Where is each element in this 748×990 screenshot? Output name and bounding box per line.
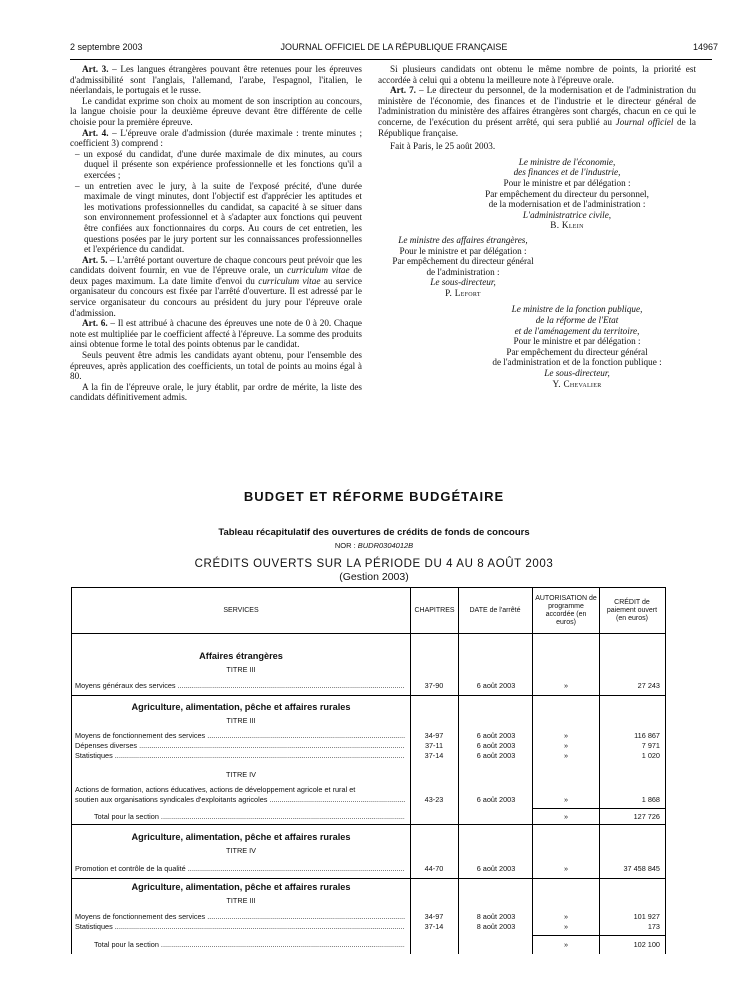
row-label: Moyens de fonctionnement des services ..... xyxy=(75,911,405,922)
section-title: BUDGET ET RÉFORME BUDGÉTAIRE xyxy=(243,489,505,504)
row-date: 8 août 2003 xyxy=(476,912,516,921)
left-column xyxy=(70,64,362,403)
art7-paragraph xyxy=(378,85,696,138)
art6-text: – Il est attribué à chacune des épreuves une note de 0 à 20. Chaque note est multipliée par le coefficient affecté à l'épreuve. La somme des produits ainsi obtenue forme le total des points obtenus par le candidat. xyxy=(70,318,362,350)
row-chapter: 37-90 xyxy=(424,681,444,690)
col-header-services: SERVICES xyxy=(223,606,259,614)
sig2-name: P. Lefort xyxy=(445,287,481,298)
art3-paragraph xyxy=(70,64,362,96)
group-affaires-etrangeres: Affaires étrangères xyxy=(199,651,283,661)
art5-cv-1: curriculum vitae xyxy=(287,265,350,276)
row-label-line1: Actions de formation, actions éducatives, actions de développement agricole et rural et xyxy=(75,785,356,794)
total-row xyxy=(72,939,665,950)
row-chapter: 37-14 xyxy=(424,922,444,931)
header-date: 2 septembre 2003 xyxy=(70,42,143,52)
row-chapter: 34-97 xyxy=(424,731,444,740)
subtotal-rule xyxy=(533,935,665,936)
art3-label: Art. 3. xyxy=(82,64,109,74)
sig1-line4: Par empêchement du directeur du personnel, xyxy=(485,188,649,199)
art3-paragraph-2: Le candidat exprime son choix au moment de son inscription au concours, la langue choisie pour la deuxième épreuve devant être différente de celle choisie pour la première épreuve. xyxy=(70,95,362,127)
sig2-line3: Par empêchement du directeur général xyxy=(392,256,534,267)
group-agriculture-1: Agriculture, alimentation, pêche et affaires rurales xyxy=(131,702,351,712)
group2-titre3: TITRE III xyxy=(226,716,256,725)
sig1-line5: de la modernisation et de l'administration : xyxy=(488,199,646,210)
art5-text-b: de deux pages maximum. La date limite d'envoi du xyxy=(70,265,363,286)
art4-dash-2: – un entretien avec le jury, à la suite de l'exposé précité, d'une durée maximale de vingt minutes, dont l'objectif est d'apprécier les aptitudes et les motivations professionnelles du candidat, sa capacité à se situer dans son environnement professionnel et à s'adapter aux fonctions qui peuvent être confiées aux fonctionnaires du corps. Au cours de cet entretien, les questions posées par le jury portent sur les connaissances professionnelles et l'expérience du candidat. xyxy=(75,180,362,255)
art4-text: – L'épreuve orale d'admission (durée maximale : trente minutes ; coefficient 3) comprend : xyxy=(70,127,362,149)
art3-text: – Les langues étrangères pouvant être retenues pour les épreuves d'admissibilité sont l'anglais, l'allemand, l'arabe, l'espagnol, l'italien, le néerlandais, le portugais et le russe. xyxy=(70,64,362,96)
col-divider-4 xyxy=(599,588,600,954)
table-row xyxy=(72,794,665,805)
total-credit: 127 726 xyxy=(633,812,660,821)
total-label: Total pour la section ..... xyxy=(94,811,405,822)
row-date: 6 août 2003 xyxy=(476,864,516,873)
row-authorisation: » xyxy=(563,681,569,690)
row-authorisation: » xyxy=(563,912,569,921)
row-credit: 116 867 xyxy=(634,731,660,740)
sig1-line6: L'administratrice civile, xyxy=(522,209,612,220)
art7-text-b: de la République française. xyxy=(378,116,696,138)
row-authorisation: » xyxy=(563,741,569,750)
nor-code: BUDR0304012B xyxy=(357,541,414,550)
row-chapter: 43-23 xyxy=(424,795,444,804)
sig2-line4: de l'administration : xyxy=(426,266,500,277)
row-date: 6 août 2003 xyxy=(476,795,516,804)
row-label: Statistiques ..... xyxy=(75,750,405,761)
header-rule xyxy=(70,59,712,60)
subtotal-rule xyxy=(533,808,665,809)
sig3-line4: Pour le ministre et par délégation : xyxy=(513,336,641,347)
credits-table xyxy=(71,587,666,954)
row-credit: 173 xyxy=(647,922,660,931)
art7-label: Art. 7. xyxy=(390,85,416,96)
art5-paragraph xyxy=(70,255,362,319)
row-label: Moyens généraux des services ..... xyxy=(75,680,405,691)
group-agriculture-3: Agriculture, alimentation, pêche et affaires rurales xyxy=(131,882,351,892)
group-divider xyxy=(72,824,665,825)
art6-paragraph-3: A la fin de l'épreuve orale, le jury établit, par ordre de mérite, la liste des candidats définitivement admis. xyxy=(70,381,362,403)
art5-text-c: au service organisateur du concours est fixée par l'arrêté d'ouverture. Il est adressé par le service organisateur du concours au président du jury pour l'épreuve orale d'admission. xyxy=(70,275,363,318)
sig3-line2: de la réforme de l'Etat xyxy=(535,315,619,326)
row-date: 6 août 2003 xyxy=(476,681,516,690)
row-label: Moyens de fonctionnement des services ..... xyxy=(75,730,405,741)
art6-label: Art. 6. xyxy=(82,318,108,329)
sig3-line6: de l'administration et de la fonction publique : xyxy=(492,357,662,368)
nor-label: NOR : xyxy=(334,541,358,550)
gestion-label: (Gestion 2003) xyxy=(339,571,409,583)
sig1-line3: Pour le ministre et par délégation : xyxy=(503,177,631,188)
row-date: 6 août 2003 xyxy=(476,751,516,760)
group1-titre: TITRE III xyxy=(226,665,256,674)
table-row xyxy=(72,680,665,691)
table-row xyxy=(72,750,665,761)
group-divider xyxy=(72,878,665,879)
sig3-line5: Par empêchement du directeur général xyxy=(506,346,648,357)
signature-block-economy xyxy=(438,157,696,231)
col-header-chapitres: CHAPITRES xyxy=(414,606,455,614)
col-divider-3 xyxy=(532,588,533,954)
row-label: Dépenses diverses ..... xyxy=(75,740,405,751)
total-label: Total pour la section ..... xyxy=(94,939,405,950)
col-divider-1 xyxy=(410,588,411,954)
art4-dash-1: – un exposé du candidat, d'une durée maximale de dix minutes, au cours duquel il présente son expérience professionnelle et les fonctions qu'il a exercées ; xyxy=(75,148,362,180)
total-credit: 102 100 xyxy=(633,940,660,949)
group4-titre: TITRE III xyxy=(226,896,256,905)
row-date: 8 août 2003 xyxy=(476,922,516,931)
col-header-autorisation: AUTORISATION de programme accordée (en euros) xyxy=(535,594,597,626)
page-header xyxy=(70,42,718,56)
row-credit: 101 927 xyxy=(633,912,660,921)
row-credit: 1 020 xyxy=(641,751,660,760)
table-row xyxy=(72,921,665,932)
group-divider xyxy=(72,695,665,696)
table-subtitle: Tableau récapitulatif des ouvertures de crédits de fonds de concours xyxy=(218,527,530,538)
sig3-line3: et de l'aménagement du territoire, xyxy=(514,325,640,336)
art5-text-a: – L'arrêté portant ouverture de chaque concours peut prévoir que les candidats doivent fournir, en vue de l'épreuve orale, un xyxy=(70,254,362,276)
row-credit: 7 971 xyxy=(641,741,660,750)
sig1-name: B. Klein xyxy=(550,220,584,231)
row-credit: 27 243 xyxy=(637,681,660,690)
sig3-name: Y. Chevalier xyxy=(552,378,602,389)
art5-label: Art. 5. xyxy=(82,254,108,265)
sig3-line1: Le ministre de la fonction publique, xyxy=(511,304,643,315)
row-chapter: 34-97 xyxy=(424,912,444,921)
row-chapter: 37-11 xyxy=(424,741,444,750)
row-chapter: 44-70 xyxy=(424,864,444,873)
col-header-date: DATE de l'arrêté xyxy=(469,606,521,614)
col-divider-2 xyxy=(458,588,459,954)
signature-block-public-service xyxy=(458,304,696,389)
sig2-line2: Pour le ministre et par délégation : xyxy=(399,245,527,256)
table-row xyxy=(72,863,665,874)
sig1-line2: des finances et de l'industrie, xyxy=(513,167,621,178)
group2-titre4: TITRE IV xyxy=(226,770,256,779)
row-authorisation: » xyxy=(563,751,569,760)
credits-title: CRÉDITS OUVERTS SUR LA PÉRIODE DU 4 AU 8 AOÛT 2003 xyxy=(194,558,554,570)
row-authorisation: » xyxy=(563,731,569,740)
art6-paragraph-2: Seuls peuvent être admis les candidats ayant obtenu, pour l'ensemble des épreuves, après application des coefficients, un total de points au moins égal à 80. xyxy=(70,350,362,382)
sig2-line5: Le sous-directeur, xyxy=(430,277,496,288)
row-label: Statistiques ..... xyxy=(75,921,405,932)
row-chapter: 37-14 xyxy=(424,751,444,760)
art5-cv-2: curriculum vitae xyxy=(258,275,321,286)
total-authorisation: » xyxy=(563,940,569,949)
art7-journal: Journal officiel xyxy=(615,116,674,127)
sig2-line1: Le ministre des affaires étrangères, xyxy=(398,234,528,245)
signature-block-foreign xyxy=(378,235,548,299)
sig1-line1: Le ministre de l'économie, xyxy=(518,156,616,167)
art7-text-a: – Le directeur du personnel, de la modernisation et de l'administration du ministère de l'économie, des finances et de l'industrie et le directeur général de l'administration du ministère des affaires étrangères sont chargés, chacun en ce qui le concerne, de l'exécution du présent arrêté, qui sera publié au xyxy=(378,85,696,127)
col-header-credit: CRÉDIT de paiement ouvert (en euros) xyxy=(606,598,658,622)
fait-line: Fait à Paris, le 25 août 2003. xyxy=(390,141,496,152)
row-authorisation: » xyxy=(563,922,569,931)
sig3-line7: Le sous-directeur, xyxy=(544,368,610,379)
row-credit: 1 868 xyxy=(641,795,660,804)
row-authorisation: » xyxy=(563,864,569,873)
header-bottom-rule xyxy=(72,633,665,634)
journal-title: JOURNAL OFFICIEL DE LA RÉPUBLIQUE FRANÇAISE xyxy=(280,42,508,52)
row-date: 6 août 2003 xyxy=(476,741,516,750)
art4-label: Art. 4. xyxy=(82,127,109,138)
total-row xyxy=(72,811,665,822)
total-authorisation: » xyxy=(563,812,569,821)
group3-titre: TITRE IV xyxy=(226,846,256,855)
art6-paragraph xyxy=(70,318,362,350)
right-column xyxy=(378,64,696,389)
row-credit: 37 458 845 xyxy=(623,864,660,873)
nor-line xyxy=(0,541,748,550)
priority-paragraph: Si plusieurs candidats ont obtenu le même nombre de points, la priorité est accordée à celui qui a obtenu la meilleure note à l'épreuve orale. xyxy=(378,64,696,85)
art4-paragraph xyxy=(70,128,362,149)
row-authorisation: » xyxy=(563,795,569,804)
page-number: 14967 xyxy=(692,42,718,52)
row-label: soutien aux organisations syndicales d'exploitants agricoles ..... xyxy=(75,794,405,805)
row-label: Promotion et contrôle de la qualité ..... xyxy=(75,863,405,874)
row-date: 6 août 2003 xyxy=(476,731,516,740)
group-agriculture-2: Agriculture, alimentation, pêche et affaires rurales xyxy=(131,832,351,842)
